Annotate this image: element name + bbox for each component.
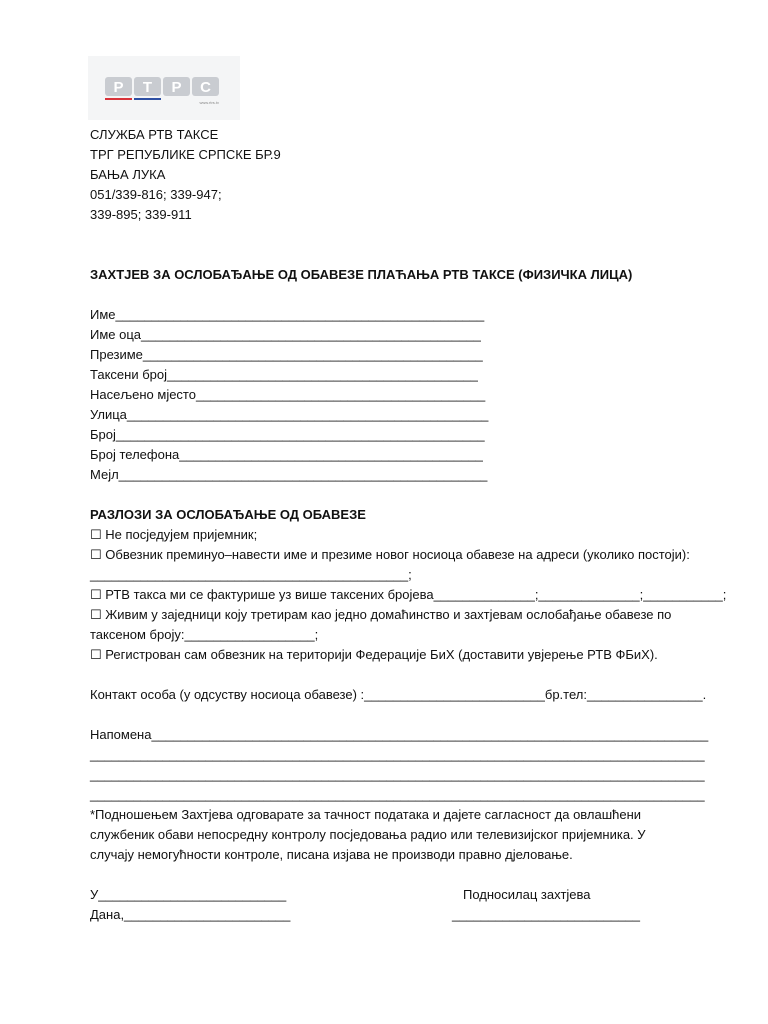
field-name[interactable]: Име___________________________________________________: [90, 307, 485, 322]
address-line-2: ТРГ РЕПУБЛИКЕ СРПСКЕ БР.9: [90, 147, 281, 162]
logo-url: www.rtrs.tv: [199, 100, 219, 105]
applicant-label: Подносилац захтјева: [463, 887, 591, 902]
document-title: ЗАХТЈЕВ ЗА ОСЛОБАЂАЊЕ ОД ОБАВЕЗЕ ПЛАЋАЊА РТВ ТАКСЕ (ФИЗИЧКА ЛИЦА): [90, 267, 633, 282]
disclaimer-line-2: службеник обави непосредну контролу посједовања радио или телевизијског пријемника. У: [90, 827, 646, 842]
disclaimer-line-3: случају немогућности контроле, писана изјава не производи правно дјеловање.: [90, 847, 573, 862]
reasons-heading: РАЗЛОЗИ ЗА ОСЛОБАЂАЊЕ ОД ОБАВЕЗЕ: [90, 507, 366, 522]
logo-stripe-red: [105, 98, 132, 100]
logo-letter-1: Р: [113, 79, 124, 96]
reason-multiple-numbers[interactable]: ☐ РТВ такса ми се фактурише уз више таксених бројева______________;______________;___________;: [90, 587, 727, 602]
note-line-4[interactable]: _____________________________________________________________________________________: [90, 787, 705, 802]
field-surname[interactable]: Презиме_______________________________________________: [90, 347, 483, 362]
field-street[interactable]: Улица__________________________________________________: [90, 407, 489, 422]
address-line-4: 051/339-816; 339-947;: [90, 187, 222, 202]
field-phone[interactable]: Број телефона__________________________________________: [90, 447, 483, 462]
logo-letter-2: Т: [142, 79, 153, 96]
reason-no-receiver[interactable]: ☐ Не посједујем пријемник;: [90, 527, 258, 542]
reason-deceased-line[interactable]: ____________________________________________;: [90, 567, 412, 582]
address-line-1: СЛУЖБА РТВ ТАКСЕ: [90, 127, 219, 142]
reason-household-line[interactable]: таксеном броју:__________________;: [90, 627, 319, 642]
date-field[interactable]: Дана,_______________________: [90, 907, 291, 922]
logo-stripe-blue: [134, 98, 161, 100]
note-line-2[interactable]: _____________________________________________________________________________________: [90, 747, 705, 762]
rtrs-logo: [88, 56, 240, 120]
disclaimer-line-1: *Подношењем Захтјева одговарате за тачност података и дајете сагласност да овлашћени: [90, 807, 642, 822]
reason-household[interactable]: ☐ Живим у заједници коју третирам као једно домаћинство и захтјевам ослобађање обавезе по: [90, 607, 672, 622]
logo-letter-3: Р: [171, 79, 182, 96]
place-field[interactable]: У__________________________: [90, 887, 287, 902]
field-tax-number[interactable]: Таксени број___________________________________________: [90, 367, 478, 382]
applicant-signature-line[interactable]: __________________________: [452, 907, 640, 922]
address-line-3: БАЊА ЛУКА: [90, 167, 166, 182]
note-line-3[interactable]: _____________________________________________________________________________________: [90, 767, 705, 782]
reason-fbih-registered[interactable]: ☐ Регистрован сам обвезник на територији Федерације БиХ (доставити увјерење РТВ ФБиХ).: [90, 647, 658, 662]
contact-person-field[interactable]: Контакт особа (у одсуству носиоца обавезе) :_________________________бр.тел:________________.: [90, 687, 707, 702]
logo-letter-4: С: [200, 79, 211, 96]
note-field[interactable]: Напомена_____________________________________________________________________________: [90, 727, 709, 742]
field-place[interactable]: Насељено мјесто________________________________________: [90, 387, 486, 402]
field-father-name[interactable]: Име оца_______________________________________________: [90, 327, 481, 342]
reason-deceased[interactable]: ☐ Обвезник преминуо–навести име и презиме новог носиоца обавезе на адреси (уколико постоји):: [90, 547, 690, 562]
field-number[interactable]: Број___________________________________________________: [90, 427, 485, 442]
field-email[interactable]: Мејл___________________________________________________: [90, 467, 488, 482]
address-line-5: 339-895; 339-911: [90, 207, 192, 222]
